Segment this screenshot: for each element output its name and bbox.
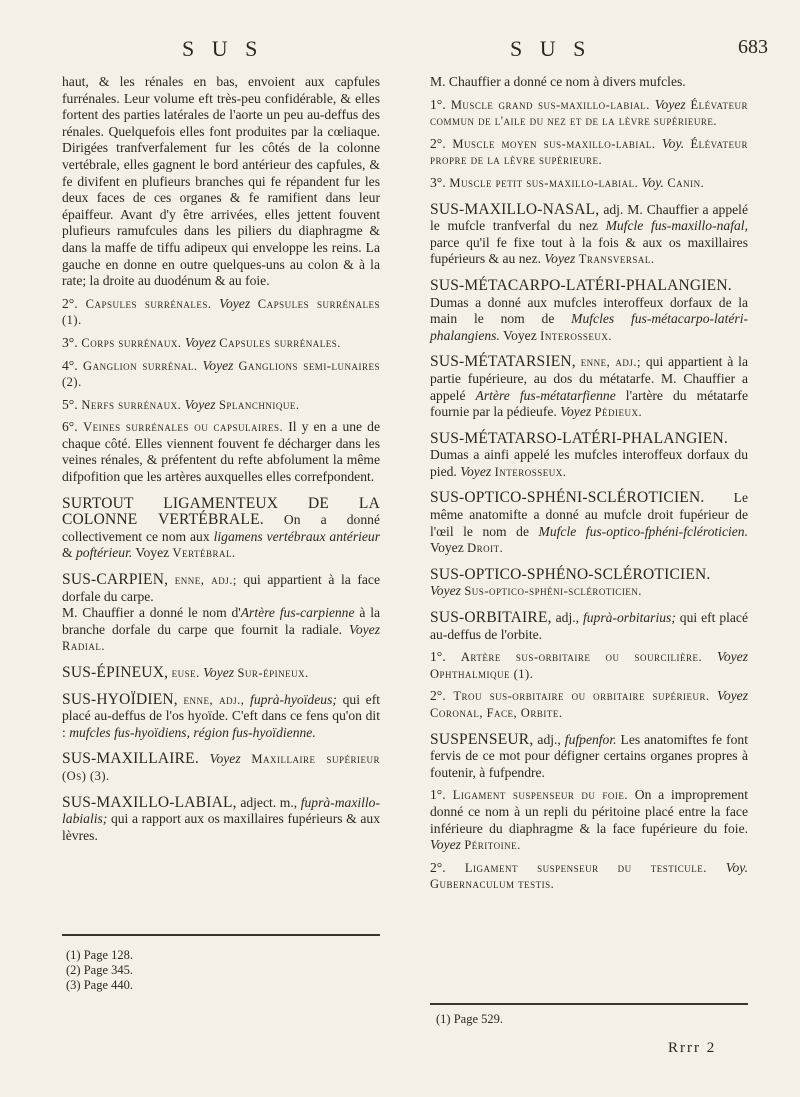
entry-headword: SUS-MAXILLAIRE. [62, 750, 199, 768]
entry-ganglion: 4°. Ganglion surrénal. Voyez Ganglions semi-lunaires (2). [62, 357, 380, 390]
entry-headword: SUS-ORBITAIRE, [430, 609, 552, 627]
footnote-rule-left [62, 934, 380, 936]
cross-reference-link: Sus-optico-sphéni-scléroticien. [464, 584, 642, 599]
cross-reference-link: Ophthalmique (1). [430, 666, 534, 681]
entry-headword: SUS-OPTICO-SPHÉNI-SCLÉROTICIEN. [430, 489, 705, 507]
cross-reference-link: Élévateur propre de la lèvre supérieure. [430, 136, 748, 168]
footnote: (1) Page 529. [436, 1012, 503, 1026]
cross-reference-link: Gubernaculum testis. [430, 877, 555, 892]
signature-mark: Rrrr 2 [668, 1040, 717, 1056]
cross-reference-link: Interosseux. [494, 464, 567, 479]
entry-sus-maxillo-labial: SUS-MAXILLO-LABIAL, adject. m., fuprà-maxillo-labialis; qui a rapport aux os maxillaires fupérieurs & aux lèvres. [62, 793, 381, 843]
entry-corps: 3°. Corps surrénaux. Voyez Capsules surrénales. [62, 334, 341, 350]
cross-reference-link: Coronal, Face, Orbite. [430, 706, 563, 720]
entry-sus-maxillo-nasal: SUS-MAXILLO-NASAL, adj. M. Chauffier a appelé le mufcle tranfverfal du nez Mufcle fus-maxillo-nafal, parce qu'il fe fixe tout à la fois & aux os maxillaires fupérieurs & au nez. Voyez Transversal. [430, 200, 748, 267]
page-number: 683 [738, 36, 768, 58]
cross-reference-link: Interosseux. [540, 328, 612, 343]
entry-suspenseur: SUSPENSEUR, adj., fufpenfor. Les anatomiftes fe font fervis de ce mot pour défigner certains organes propres à foutenir, à fufpendre. [430, 730, 748, 780]
cross-reference-link: Vertébral. [172, 546, 236, 561]
footnotes-left [66, 948, 133, 993]
left-column [62, 74, 380, 850]
entry-headword: SUS-MÉTACARPO-LATÉRI-PHALANGIEN. [430, 276, 732, 294]
entry-headword: SUS-OPTICO-SPHÉNO-SCLÉROTICIEN. [430, 565, 711, 583]
entry-trou-sus-orbitaire: 2°. Trou sus-orbitaire ou orbitaire supérieur. Voyez Coronal, Face, Orbite. [430, 688, 748, 720]
entry-ligament-foie: 1°. Ligament suspenseur du foie. On a improprement donné ce nom à un repli du péritoine placé entre la face inférieure du diaphragme & la face fupérieure du foie. Voyez Péritoine. [430, 787, 748, 853]
entry-sus-optico-spheni: SUS-OPTICO-SPHÉNI-SCLÉROTICIEN. Le même anatomifte a donné au mufcle droit fupérieur de l'œil le nom de Mufcle fus-optico-fphéni-fcléroticien. Voyez Droit. [430, 489, 748, 556]
entry-sus-orbitaire: SUS-ORBITAIRE, adj., fuprà-orbitarius; qui eft placé au-deffus de l'orbite. [430, 609, 748, 642]
cross-reference-link: Pédieux. [594, 405, 643, 420]
entry-sus-hyoidien: SUS-HYOÏDIEN, enne, adj., fuprà-hyoïdeus; qui eft placé au-deffus de l'os hyoïde. C'eft dans ce fens qu'on dit : mufcles fus-hyoïdiens, région fus-hyoïdienne. [62, 690, 380, 740]
running-head-left: S U S [182, 36, 264, 61]
entry-muscle-grand: 1°. Muscle grand sus-maxillo-labial. Voyez Élévateur commun de l'aile du nez et de la lèvre supérieure. [430, 96, 748, 129]
entry-muscle-moyen: 2°. Muscle moyen sus-maxillo-labial. Voy. Élévateur propre de la lèvre supérieure. [430, 135, 748, 168]
entry-headword: SUS-HYOÏDIEN, [62, 690, 178, 708]
footnote: (2) Page 345. [66, 963, 133, 977]
right-column [430, 74, 748, 899]
cross-reference-link: Maxillaire supérieur (Os) (3). [62, 752, 380, 783]
entry-surtout: SURTOUT LIGAMENTEUX DE LA COLONNE VERTÉBRALE. On a donné collectivement ce nom aux ligamens vertébraux antérieur & poftérieur. Voyez Vertébral. [62, 494, 381, 561]
cross-reference-link: Élévateur commun de l'aile du nez et de la lèvre supérieure. [430, 97, 748, 129]
footnote: (1) Page 128. [66, 948, 133, 962]
footnotes-right [436, 1012, 503, 1027]
footnote: (3) Page 440. [66, 978, 133, 992]
entry-sus-maxillaire: SUS-MAXILLAIRE. Voyez Maxillaire supérieur (Os) (3). [62, 750, 380, 783]
cross-reference-link: Droit. [467, 541, 504, 556]
paragraph-capillaries: haut, & les rénales en bas, envoient aux capfules furrénales. Leur volume eft très-peu confidérable, & elles fortent des parties latérales de l'aorte un peu au-deffus des rénales. Quelquefois elles font produites par la cœliaque. Dirigées tranfverfalement fur les côtés de la colonne vertébrale, elles gagnent le bord antérieur des capfules, & fe divifent en plufieurs branches qui fe répandent fur les deux faces de ces organes & fe ramifient dans leur épaiffeur. Avant d'y être arrivées, elles jettent fouvent plufieurs ramufcules dans les piliers du diaphragme & dans la maffe de tiffu adipeux qui enveloppe les reins. La gauche en donne en outre quelques-uns au colon & à la rate; la droite au duodénum & au foie. [62, 74, 380, 289]
entry-capsules: 2°. Capsules surrénales. Voyez Capsules surrénales (1). [62, 295, 381, 328]
entry-sus-epineux: SUS-ÉPINEUX, euse. Voyez Sur-épineux. [62, 664, 309, 681]
cross-reference-link: Sur-épineux. [237, 666, 309, 680]
entry-ligament-testicule: 2°. Ligament suspenseur du testicule. Voy. Gubernaculum testis. [430, 859, 748, 892]
cross-reference-link: Radial. [62, 639, 105, 654]
cross-reference-link: Capsules surrénales (1). [62, 296, 381, 328]
entry-muscle-petit: 3°. Muscle petit sus-maxillo-labial. Voy. Canin. [430, 174, 705, 190]
entry-headword: SUS-MAXILLO-NASAL, [430, 200, 600, 218]
entry-headword: SUS-MÉTATARSIEN, [430, 353, 576, 371]
entry-sus-metatarsien: SUS-MÉTATARSIEN, enne, adj.; qui appartient à la partie fupérieure, au dos du métatarfe. M. Chauffier a appelé Artère fus-métatarfienne l'artère du métatarfe fournie par la pédieufe. Voyez Pédieux. [430, 353, 748, 420]
entry-headword: SUS-CARPIEN, [62, 571, 169, 589]
entry-headword: SUS-MAXILLO-LABIAL, [62, 793, 237, 811]
entry-veines: 6°. Veines surrénales ou capsulaires. Il y en a une de chaque côté. Elles viennent fouvent fe décharger dans les veines rénales, & préfentent du refte abfolument la même difpofition que les artères auxquelles elles correfpondent. [62, 419, 380, 485]
entry-headword: SUS-MÉTATARSO-LATÉRI-PHALANGIEN. [430, 429, 728, 447]
cross-reference-link: Péritoine. [464, 838, 521, 853]
entry-sus-metacarpo: SUS-MÉTACARPO-LATÉRI-PHALANGIEN. Dumas a donné aux mufcles interoffeux dorfaux de la main le nom de Mufcles fus-métacarpo-latéri-phalangiens. Voyez Interosseux. [430, 276, 749, 343]
entry-sus-carpien: SUS-CARPIEN, enne, adj.; qui appartient à la face dorfale du carpe. M. Chauffier a donné le nom d'Artère fus-carpienne à la branche dorfale du carpe que fournit la radiale. Voyez Radial. [62, 571, 381, 654]
cross-reference-link: Capsules surrénales. [219, 335, 341, 350]
paragraph-chauffier: M. Chauffier a donné ce nom à divers mufcles. [430, 74, 686, 89]
footnote-rule-right [430, 1003, 748, 1005]
entry-sus-metatarso: SUS-MÉTATARSO-LATÉRI-PHALANGIEN. Dumas a ainfi appelé les mufcles interoffeux dorfaux du pied. Voyez Interosseux. [430, 429, 748, 479]
cross-reference-link: Splanchnique. [218, 397, 300, 412]
entry-headword: SUSPENSEUR, [430, 730, 534, 748]
cross-reference-link: Ganglions semi-lunaires (2). [62, 358, 380, 390]
entry-artere-sus-orbitaire: 1°. Artère sus-orbitaire ou sourcilière. Voyez Ophthalmique (1). [430, 649, 748, 681]
entry-headword: SUS-ÉPINEUX, [62, 664, 169, 681]
entry-headword: SURTOUT LIGAMENTEUX DE LA COLONNE VERTÉBRALE. [62, 494, 380, 529]
running-head-right: S U S [510, 36, 592, 61]
cross-reference-link: Canin. [667, 175, 705, 190]
entry-nerfs: 5°. Nerfs surrénaux. Voyez Splanchnique. [62, 396, 300, 412]
entry-sus-optico-spheno: SUS-OPTICO-SPHÉNO-SCLÉROTICIEN. Voyez Sus-optico-sphéni-scléroticien. [430, 565, 711, 599]
cross-reference-link: Transversal. [578, 252, 655, 267]
